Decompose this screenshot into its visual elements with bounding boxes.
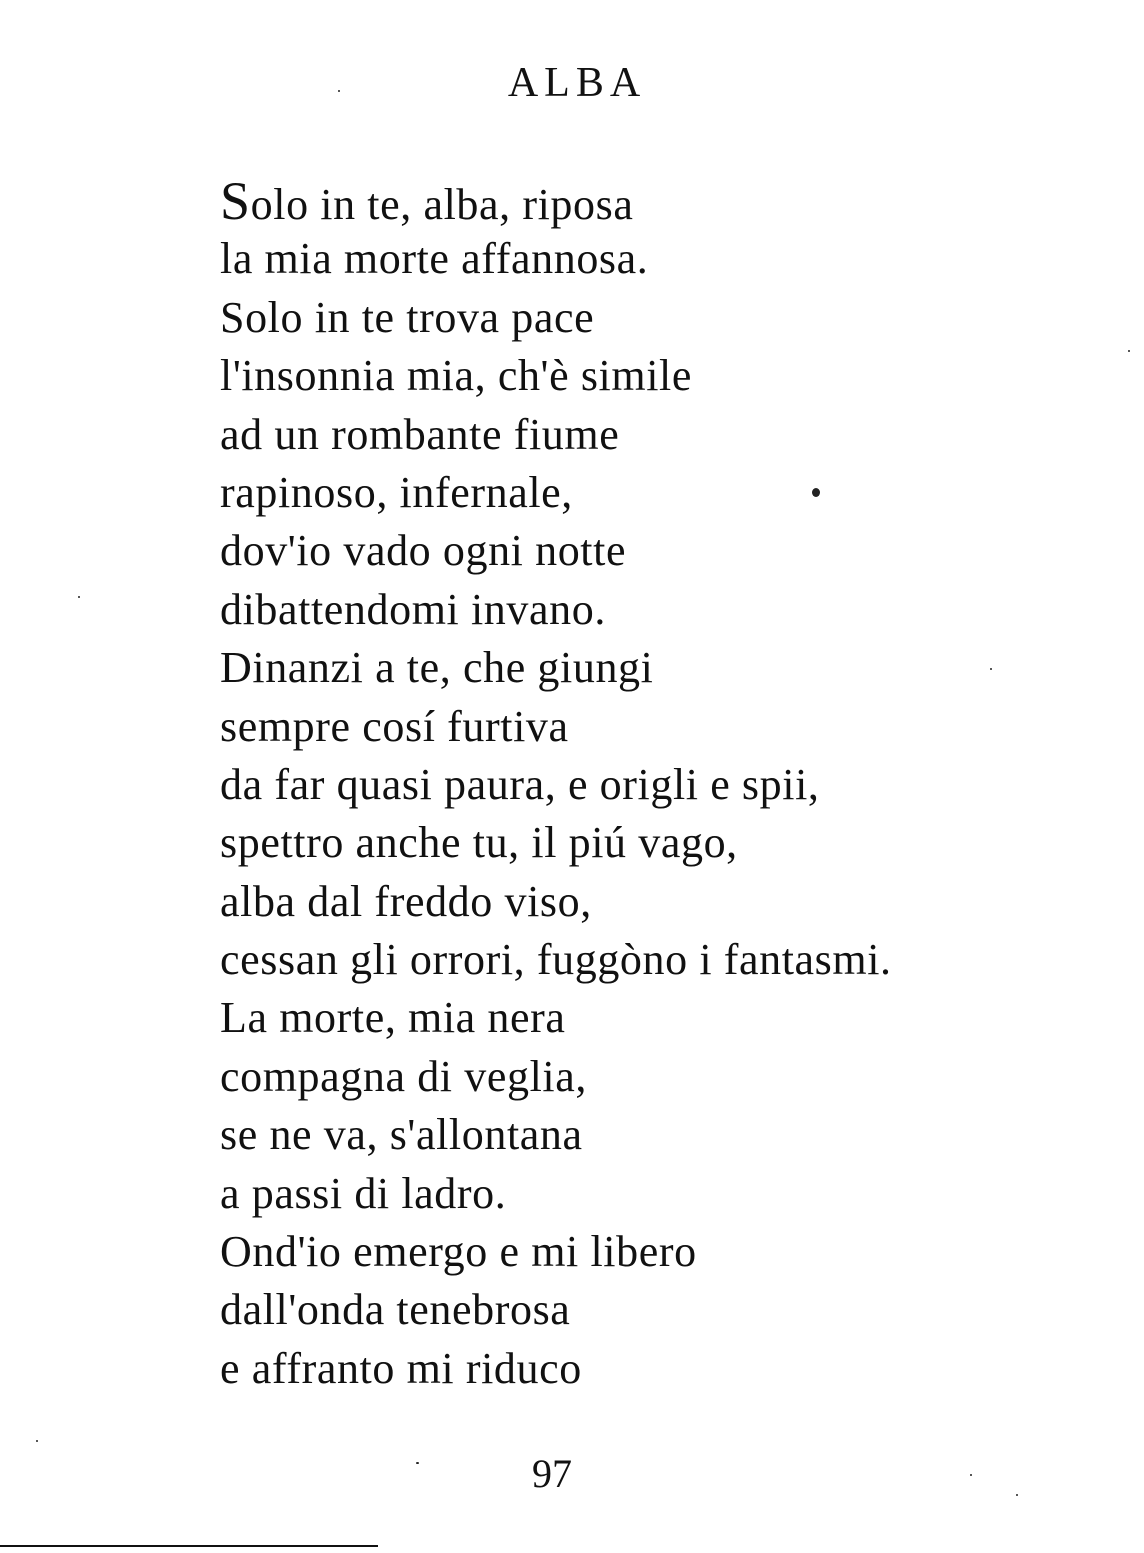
poem-line: l'insonnia mia, ch'è simile bbox=[220, 351, 692, 401]
scan-speck bbox=[338, 90, 340, 92]
poem-line: dibattendomi invano. bbox=[220, 584, 606, 634]
poem-line: compagna di veglia, bbox=[220, 1051, 587, 1101]
poem-line: e affranto mi riduco bbox=[220, 1343, 582, 1393]
poem-line: Ond'io emergo e mi libero bbox=[220, 1227, 697, 1277]
poem-line: dov'io vado ogni notte bbox=[220, 526, 627, 576]
scan-speck bbox=[990, 668, 992, 670]
scan-speck bbox=[970, 1474, 972, 1476]
scan-speck bbox=[1016, 1494, 1018, 1496]
poem-line: a passi di ladro. bbox=[220, 1168, 507, 1218]
poem-line: spettro anche tu, il piú vago, bbox=[220, 818, 738, 868]
poem-line: cessan gli orrori, fuggòno i fantasmi. bbox=[220, 935, 892, 985]
bottom-rule bbox=[0, 1545, 378, 1547]
poem-line: se ne va, s'allontana bbox=[220, 1110, 583, 1160]
poem-line: rapinoso, infernale, bbox=[220, 467, 573, 517]
scan-speck bbox=[1128, 350, 1130, 352]
poem-line: ad un rombante fiume bbox=[220, 409, 620, 459]
scan-speck bbox=[36, 1440, 38, 1442]
poem-line: dall'onda tenebrosa bbox=[220, 1285, 571, 1335]
scan-speck bbox=[416, 1462, 419, 1464]
poem-line: alba dal freddo viso, bbox=[220, 876, 592, 926]
poem-body bbox=[220, 172, 892, 1398]
poem-line: la mia morte affannosa. bbox=[220, 234, 649, 284]
poem-title: ALBA bbox=[507, 60, 647, 106]
scan-speck bbox=[78, 596, 80, 598]
poem-line: Solo in te, alba, riposa bbox=[220, 171, 634, 231]
poem-line: da far quasi paura, e origli e spii, bbox=[220, 759, 820, 809]
page-number: 97 bbox=[532, 1451, 572, 1496]
poem-line: La morte, mia nera bbox=[220, 993, 566, 1043]
poem-line: Solo in te trova pace bbox=[220, 292, 595, 342]
poem-line: sempre cosí furtiva bbox=[220, 701, 569, 751]
scan-speck bbox=[812, 488, 820, 497]
poem-line: Dinanzi a te, che giungi bbox=[220, 643, 654, 693]
